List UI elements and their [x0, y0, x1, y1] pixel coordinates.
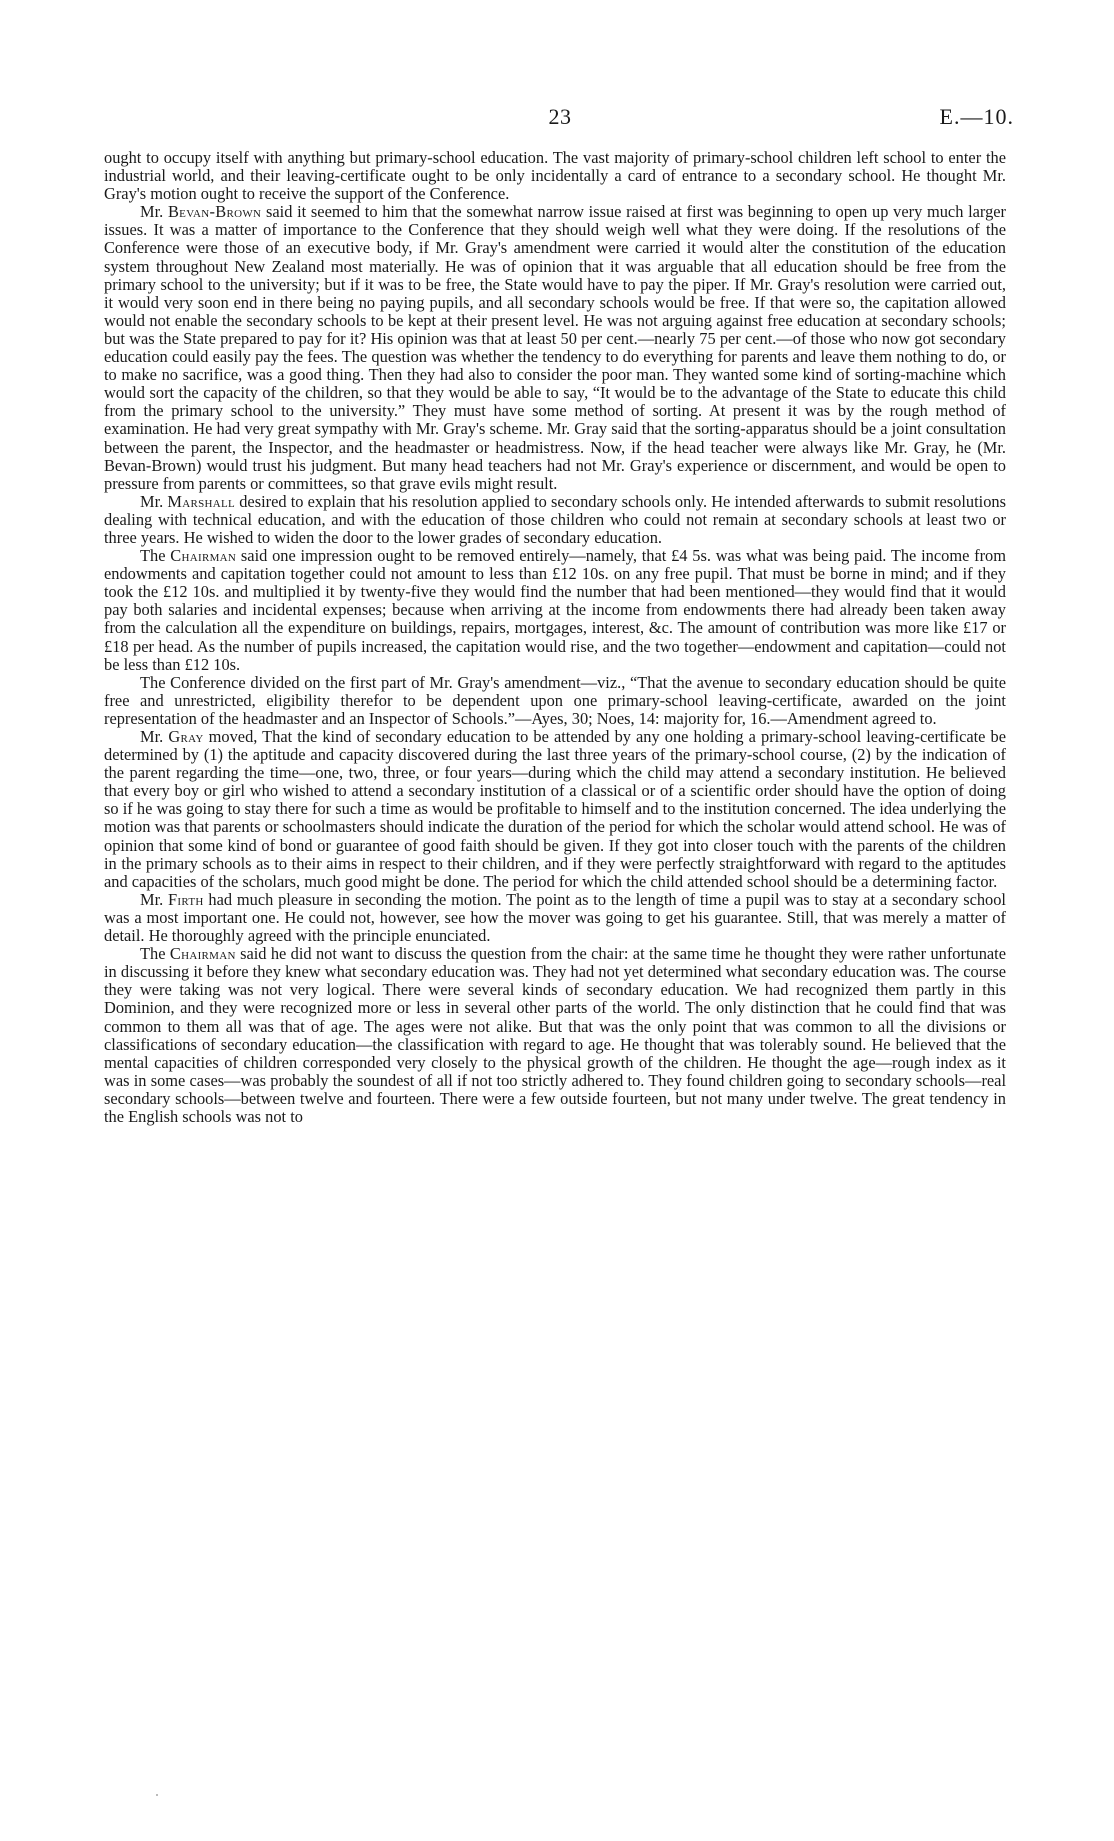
speaker-prefix: Mr.	[140, 202, 168, 222]
speaker-name: Chairman	[170, 546, 237, 566]
page-header	[0, 104, 1114, 134]
paragraph-chairman-2	[104, 945, 1006, 1126]
speaker-name: Chairman	[169, 944, 236, 964]
paragraph-text: said it seemed to him that the somewhat narrow issue raised at first was beginning to open up very much larger issues. It was a matter of importance to the Conference that they should weigh well what they were doing. If the resolutions of the Conference were those of an executive body, if Mr. Gray's amendment were carried it would alter the constitution of the education system throughout New Zealand most materially. He was of opinion that it was arguable that all education should be free from the primary school to the university; but if it was to be free, the State would have to pay the piper. If Mr. Gray's resolution were carried out, it would very soon end in there being no paying pupils, and all secondary schools would be free. If that were so, the capitation allowed would not enable the secondary schools to be kept at their present level. He was not arguing against free education at secondary schools; but was the State prepared to pay for it? His opinion was that at least 50 per cent.—nearly 75 per cent.—of those who now got secondary education could easily pay the fees. The question was whether the tendency to do everything for parents and leave them nothing to do, or to make no sacrifice, was a good thing. Then they had also to consider the poor man. They wanted some kind of sorting-machine which would sort the capacity of the children, so that they would be able to say, “It would be to the advantage of the State to educate this child from the primary school to the university.” They must have some method of sorting. At present it was by the rough method of examination. He had very great sympathy with Mr. Gray's scheme. Mr. Gray said that the sorting-apparatus should be a joint consultation between the parent, the Inspector, and the headmaster or headmistress. Now, if the head teacher were always like Mr. Gray, he (Mr. Bevan-Brown) would trust his judgment. But many head teachers had not Mr. Gray's experience or discernment, and would be open to pressure from parents or committees, so that grave evils might result.	[104, 202, 1007, 493]
speaker-prefix: Mr.	[140, 889, 169, 909]
paragraph-text: moved, That the kind of secondary education to be attended by any one holding a primary-school leaving-certificate be determined by (1) the aptitude and capacity discovered during the last three years of the primary-school course, (2) by the indication of the parent regarding the time—one, two, three, or four years—during which the child may attend a secondary institution. He believed that every boy or girl who wished to attend a secondary institution of a classical or of a scientific order should have the option of doing so if he was going to stay there for such a time as would be profitable to himself and to the institution concerned. The idea underlying the motion was that parents or schoolmasters should indicate the duration of the period for which the scholar would attend school. He was of opinion that some kind of bond or guarantee of good faith should be given. If they got into closer touch with the parents of the children in the primary schools as to their aims in respect to their children, and if they were perfectly straightforward with regard to the aptitudes and capacities of the scholars, much good might be done. The period for which the child attended school should be a determining factor.	[104, 727, 1006, 891]
scan-speck	[156, 1794, 158, 1796]
paragraph-text: had much pleasure in seconding the motion. The point as to the length of time a pupil was to stay at a secondary school was a most important one. He could not, however, see how the mover was going to get his guarantee. Still, that was merely a matter of detail. He thoroughly agreed with the principle enunciated.	[104, 889, 1006, 946]
speaker-prefix: The	[140, 546, 171, 566]
page-number: 23	[548, 104, 572, 129]
speaker-name: Bevan-Brown	[167, 202, 262, 222]
speaker-prefix: The	[140, 944, 170, 964]
paragraph-text: said one impression ought to be removed entirely—namely, that £4 5s. was what was being paid. The income from endowments and capitation together could not amount to less than £12 10s. on any free pupil. That must be borne in mind; and if they took the £12 10s. and multiplied it by twenty-five they would find the number that had been mentioned—they would find that it would pay both salaries and incidental expenses; because when arriving at the income from endowments there had already been taken away from the calculation all the expenditure on buildings, repairs, mortgages, interest, &c. The amount of contribution was more like £17 or £18 per head. As the number of pupils increased, the capitation would rise, and the two together—endowment and capitation—could not be less than £12 10s.	[104, 546, 1006, 674]
paragraph-bevan-brown	[104, 203, 1006, 493]
paragraph-gray	[104, 728, 1006, 891]
speaker-prefix: Mr.	[140, 491, 168, 511]
speaker-name: Gray	[168, 727, 204, 746]
paragraph-chairman-1	[104, 547, 1006, 674]
paragraph-marshall	[104, 493, 1006, 547]
speaker-name: Marshall	[167, 491, 236, 511]
body-text	[104, 149, 1006, 1126]
speaker-prefix: Mr.	[140, 727, 169, 746]
paragraph-firth	[104, 891, 1006, 945]
paragraph-division	[104, 674, 1006, 728]
speaker-name: Firth	[168, 889, 204, 909]
paragraph-text: The Conference divided on the first part of Mr. Gray's amendment—viz., “That the avenue to secondary education should be quite free and unrestricted, eligibility therefor to be dependent upon one primary-school leaving-certificate, awarded on the joint representation of the headmaster and an Inspector of Schools.”—Ayes, 30; Noes, 14: majority for, 16.—Amendment agreed to.	[104, 672, 1006, 728]
paragraph-text: ought to occupy itself with anything but primary-school education. The vast majority of primary-school children left school to enter the industrial world, and their leaving-certificate ought to be only incidentally a card of entrance to a secondary school. He thought Mr. Gray's motion ought to receive the support of the Conference.	[104, 148, 1006, 204]
paragraph-text: desired to explain that his resolution applied to secondary schools only. He intended afterwards to submit resolutions dealing with technical education, and with the education of those children who could not remain at secondary schools at least two or three years. He wished to widen the door to the lower grades of secondary education.	[104, 491, 1006, 547]
paragraph-text: said he did not want to discuss the question from the chair: at the same time he thought they were rather unfortunate in discussing it before they knew what secondary education was. They had not yet determined what secondary education was. The course they were taking was not very logical. There were several kinds of secondary education. We had recognized them partly in this Dominion, and they were recognized more or less in several other parts of the world. The only distinction that he could find that was common to them all was that of age. The ages were not alike. But that was the only point that was common to all the divisions or classifications of secondary education—the classification with regard to age. He thought that was tolerably sound. He believed that the mental capacities of children corresponded very closely to the physical growth of the children. He thought the age—rough index as it was in some cases—was probably the soundest of all if not too strictly adhered to. They found children going to secondary schools—real secondary schools—between twelve and fourteen. There were a few outside fourteen, but not many under twelve. The great tendency in the English schools was not to	[104, 944, 1006, 1126]
document-code: E.—10.	[939, 104, 1014, 129]
paragraph-continued	[104, 149, 1006, 203]
